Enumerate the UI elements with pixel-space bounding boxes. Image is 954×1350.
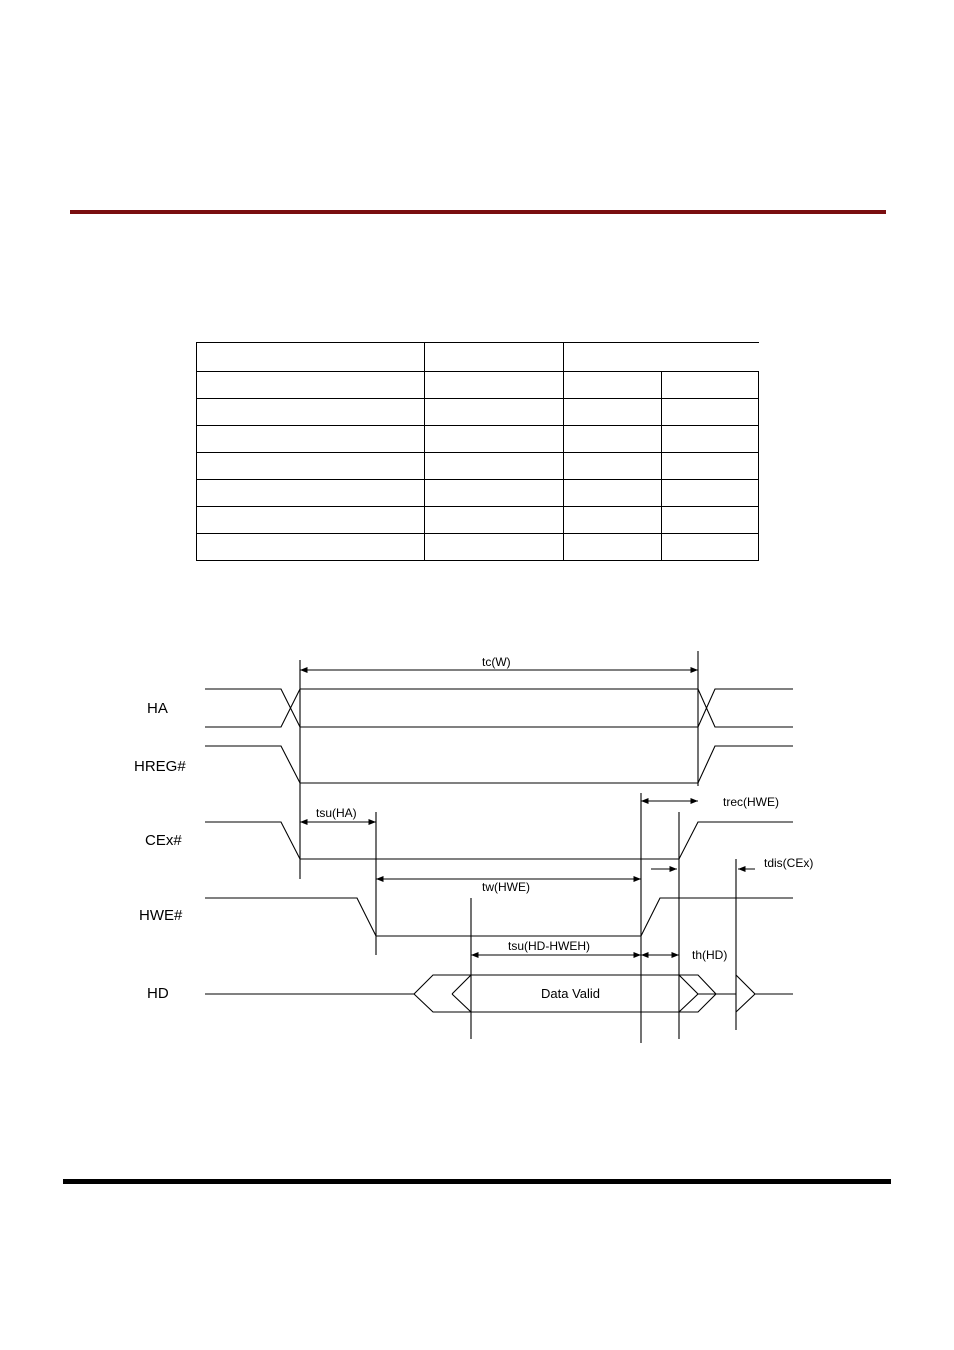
label-tw-hwe: tw(HWE)	[482, 880, 530, 894]
signal-label-cex: CEx#	[145, 832, 182, 849]
signal-label-ha: HA	[147, 700, 168, 717]
label-tsu-hd-hweh: tsu(HD-HWEH)	[508, 939, 590, 953]
label-trec-hwe: trec(HWE)	[723, 795, 779, 809]
label-tc-w: tc(W)	[482, 655, 511, 669]
label-th-hd: th(HD)	[692, 948, 728, 962]
hwe-waveform	[205, 898, 793, 936]
signal-label-hwe: HWE#	[139, 907, 183, 924]
label-tsu-ha: tsu(HA)	[316, 806, 357, 820]
cex-waveform	[205, 822, 793, 859]
label-data-valid: Data Valid	[541, 986, 601, 1001]
hreg-waveform	[205, 746, 793, 783]
ha-waveform	[205, 689, 793, 727]
label-tdis-cex: tdis(CEx)	[764, 856, 814, 870]
signal-label-hreg: HREG#	[134, 758, 186, 775]
footer-rule	[63, 1179, 891, 1184]
reference-lines	[300, 651, 736, 1043]
signal-label-hd: HD	[147, 985, 169, 1002]
hd-waveform	[205, 975, 793, 1012]
